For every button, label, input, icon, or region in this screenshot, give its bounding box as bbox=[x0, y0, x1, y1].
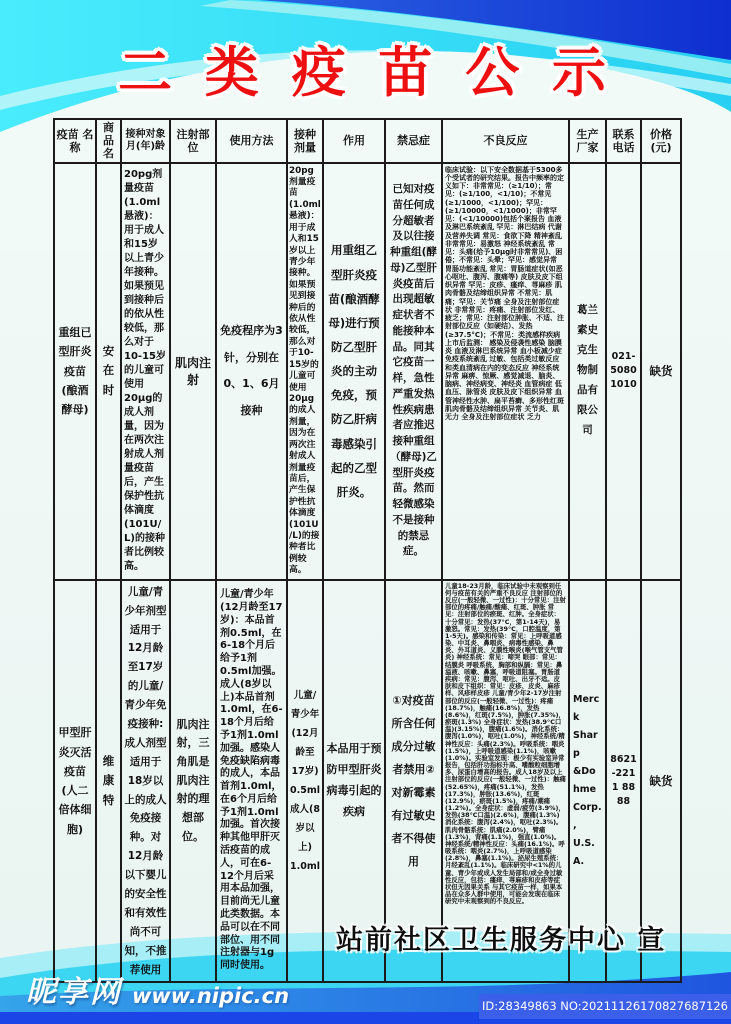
col-header-brand-name: 商品 名 bbox=[96, 119, 121, 163]
hepa-target-age-cell: 儿童/青少年剂型适用于12月龄至17岁的儿童/青少年免疫接种:成人剂型适用于18岁以上的成人免疫接种。对12月龄以下婴儿的安全性和有效性尚不可知，不推荐使用 bbox=[121, 580, 170, 983]
hepb-adverse-reactions-cell: 临床试验：以下安全数据基于5300多个受试者的研究结果。报告中频率的定义如下：非常常见：（≥1/10）；常见：(≥1/100，<1/10)；不常见(≥1/1000，<1/100)；罕见：(≥1/10000，<1/1000)；非常罕见：(<1/10000)包括个案报告 血液及淋巴系统紊乱 罕见：淋巴结病 代谢及营养失调 常见：食欲下降 精神紊乱 非常常见：易激怒 神经系统紊乱 常见：头痛(给予10μg时非常常见)、困倦；不常见：头晕；罕见：感觉异常 胃肠功能紊乱 常见：胃肠道症状(如恶心呕吐、腹泻、腹痛等) 皮肤及皮下组织异常 罕见：皮疹、瘙痒、荨麻疹 肌肉骨骼及结缔组织异常 不常见：肌痛；罕见：关节痛 全身及注射部位症状 非常常见：疼痛、注射部位发红、疲乏；常见：注射部位肿胀、不适、注射部位反应（如硬结）、发热(≥37.5°C)；不常见：类流感样疾病 上市后监测： 感染及侵袭性感染 脑膜炎 血液及淋巴系统异常 血小板减少症 免疫系统紊乱 过敏、包括类过敏反应和类血清病在内的变态反应 神经系统异常 麻痹、惊厥、感觉减退、脑炎、脑病、神经病变、神经炎 血管病症 低血压、脉管炎 皮肤及皮下组织异常 血管神经性水肿、扁平苔癣、多形性红斑 肌肉骨骼及结缔组织异常 关节炎、肌无力 全身及注射部位症状 乏力 bbox=[442, 163, 569, 580]
watermark-id-badge: ID:28349863 NO:20211126170827687126 bbox=[479, 994, 731, 1019]
col-header-usage-method: 使用方法 bbox=[216, 119, 287, 163]
hepa-adverse-reactions-cell: 儿童18-23月龄，临床试验中未观察到任何与疫苗有关的严重不良反应 注射部位的反应(一般轻微、一过性)：十分常见：注射部位的疼痛/触痛/酸痛、红斑、肿胀 常见：注射部位的瘀斑、红肿。全身症状：十分常见：发热(37°C，第1-14天)，易激怒。常见：发热(39°C，口腔温度，第1-5天)。感染和传染：常见：上呼吸道感染、中耳炎、鼻咽炎、病毒性感染、鼻炎、外耳道炎、义膜性喉炎(喉气管支气管炎) 神经系统：常见：啼哭 眼部：常见：结膜炎 呼吸系统、胸部和纵膈：常见：鼻溢液、咳嗽、鼻塞，呼吸道阻塞。胃肠道疾病：常见：腹泻、呕吐、出牙不适。皮肤和皮下组织：常见：皮疹、皮炎、麻疹样、风疹样皮疹 儿童/青少年2-17岁注射部位的反应(一般轻微、一过性)：疼痛(18.7%)，触痛(16.8%)，发热(8.6%)，红斑(7.5%)，肿胀(7.35%)，瘀斑(1.3%) 全身症状：发热(38.9°C口温)(3.15%)，腹痛(1.6%)。消化系统：腹泻(1.0%)，呕吐(1.0%)，神经系统/精神性反应：头痛(2.3%)。呼吸系统：咽炎(1.5%)，上呼吸道感染(1.1%)，咳嗽(1.0%)。实验室发现：极少有实验室异常报告，包括肝功指标升高、嗜酸粒细胞增多、尿蛋白增高的报告。成人18岁及以上注射部位的反应(一般轻微、一过性)：触痛(52.65%)，疼痛(51.1%)，发热(17.3%)，肿胀(13.6%)，红斑(12.9%)，瘀斑(1.5%)，疼痛/潮痛(1.2%)。全身症状：虚弱/疲劳(3.9%)，发热(38°C口温)(2.6%)，腹痛(1.3%) 消化系统：腹泻(2.4%)，呕吐(2.3%)。肌肉骨骼系统：肌痛(2.0%)，臂痛(1.3%)，背痛(1.1%)，强直(1.0%)。神经系统/精神性反应：头痛(16.1%)。呼吸系统：咽炎(2.7%)，上呼吸道感染(2.8%)，鼻塞(1.1%)。泌尿生殖系统：月经紊乱(1.1%)。临床研究中<1%的儿童、青少年或成人发生局部和/或全身过敏性反应，包括：瘙痒、荨麻疹和皮疹等症状但无因果关系 与其它疫苗一样，如果本品在众多人群中使用，可能会发现在临床研究中未观察到的不良反应。 bbox=[442, 580, 569, 983]
hepa-phone-cell: 8621-2211 8888 bbox=[606, 580, 641, 983]
hepb-brand-cell: 安在时 bbox=[96, 163, 121, 580]
hepa-manufacturer-cell: Merck Sharp &Dohme Corp., U.S.A. bbox=[569, 580, 606, 983]
hepa-price-cell: 缺货 bbox=[641, 580, 681, 983]
publisher-note: 站前社区卫生服务中心 宣 bbox=[336, 925, 667, 956]
hepa-usage-cell: 儿童/青少年(12月龄至17岁)：本品首剂0.5ml，在6-18个月后给予1剂0.5ml加强。成人(8岁以上)本品首剂1.0ml，在6-18个月后给予1剂1.0ml加强。感染人免疫缺陷病毒的成人，本品首剂1.0ml，在6个月后给予1剂1.0ml加强。首次接种其他甲肝灭活疫苗的成人，可在6-12个月后采用本品加强，目前尚无儿童此类数据。本品可以在不同部位、用不同注射器与1g同时使用。 bbox=[216, 580, 287, 983]
col-header-adverse-reactions: 不良反应 bbox=[442, 119, 569, 163]
col-header-contraindications: 禁忌症 bbox=[385, 119, 442, 163]
hepa-dose-cell: 儿童/青少年(12月龄至17岁) 0.5ml 成人(8岁以上) 1.0ml bbox=[287, 580, 323, 983]
watermark-site-url: www.nipic.cn bbox=[132, 983, 290, 1008]
col-header-manufacturer: 生产 厂家 bbox=[569, 119, 606, 163]
table-row-hepatitis-b bbox=[54, 163, 681, 580]
header-row bbox=[54, 119, 681, 163]
hepa-brand-cell: 维康特 bbox=[96, 580, 121, 983]
hepb-phone-cell: 021-5080 1010 bbox=[606, 163, 641, 580]
vaccine-table bbox=[53, 118, 682, 983]
col-header-price: 价格 (元) bbox=[641, 119, 681, 163]
watermark-site-name: 昵享网 bbox=[26, 975, 122, 1010]
col-header-injection-site: 注射部位 bbox=[170, 119, 216, 163]
hepb-price-cell: 缺货 bbox=[641, 163, 681, 580]
hepa-contraindications-cell: ①对疫苗所含任何成分过敏者禁用②对新霉素有过敏史者不得使用 bbox=[385, 580, 442, 983]
hepb-vaccine-name-cell: 重组已型肝炎疫苗(酿酒酵母) bbox=[54, 163, 96, 580]
col-header-dose: 接种 剂量 bbox=[287, 119, 323, 163]
hepb-function-cell: 用重组乙型肝炎疫苗(酿酒酵母)进行预防乙型肝炎的主动免疫，预防乙肝病毒感染引起的乙型肝炎。 bbox=[323, 163, 385, 580]
hepb-injection-site-cell: 肌肉注射 bbox=[170, 163, 216, 580]
hepb-usage-cell: 免疫程序为3针，分别在0、1、6月接种 bbox=[216, 163, 287, 580]
hepa-vaccine-name-cell: 甲型肝炎灭活疫苗(人二倍体细胞) bbox=[54, 580, 96, 983]
hepb-target-age-cell: 20pg剂量疫苗(1.0ml悬液)：用于成人和15岁以上青少年接种。如果预见到接种后的依从性较低，那么对于10-15岁的儿童可使用20μg的成人剂量，因为在两次注射成人剂量疫苗后，产生保护性抗体滴度(101U/L)的接种者比例较高。 bbox=[121, 163, 170, 580]
hepa-function-cell: 本品用于预防甲型肝炎病毒引起的疾病 bbox=[323, 580, 385, 983]
col-header-contact-phone: 联系 电话 bbox=[606, 119, 641, 163]
watermark bbox=[26, 975, 290, 1010]
hepb-manufacturer-cell: 葛兰素史克生物制品有限公司 bbox=[569, 163, 606, 580]
hepb-dose-cell: 20pg剂量疫苗(1.0ml悬液)：用于成人和15岁以上青少年接种。如果预见到接种后的依从性较低，那么对于10-15岁的儿童可使用20μg的成人剂量，因为在两次注射成人剂量疫苗后，产生保护性抗体滴度(101U/L)的接种者比例较高。 bbox=[287, 163, 323, 580]
page-title: 二 类 疫 苗 公 示 bbox=[118, 41, 613, 104]
col-header-vaccine-name: 疫苗 名称 bbox=[54, 119, 96, 163]
hepa-injection-site-cell: 肌肉注射，三角肌是肌肉注射的理想部位。 bbox=[170, 580, 216, 983]
col-header-function: 作用 bbox=[323, 119, 385, 163]
hepb-contraindications-cell: 已知对疫苗任何成分超敏者及以往接种重组(酵母)乙型肝炎疫苗后出现超敏症状者不能接种本品。同其它疫苗一样，急性严重发热性疾病患者应推迟接种重组（酵母)乙型肝炎疫苗。然而轻微感染不是接种的禁忌症。 bbox=[385, 163, 442, 580]
col-header-target-age: 接种对象 月(年)龄 bbox=[121, 119, 170, 163]
